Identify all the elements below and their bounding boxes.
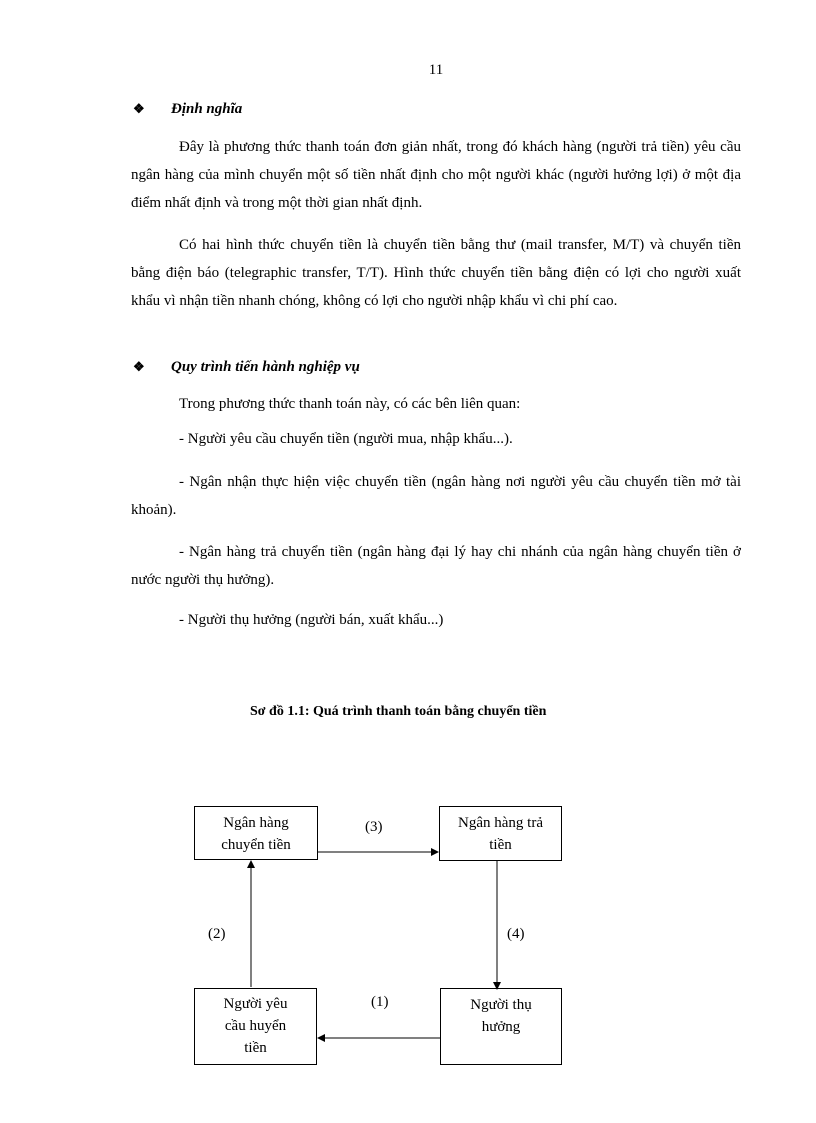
box-remitting-bank: Ngân hàng chuyển tiền xyxy=(194,806,318,860)
page-number: 11 xyxy=(428,62,444,78)
diamond-bullet-icon: ❖ xyxy=(133,359,145,374)
parties-intro: Trong phương thức thanh toán này, có các bên liên quan: xyxy=(179,396,521,412)
diamond-bullet-icon: ❖ xyxy=(133,101,145,116)
transfer-forms-paragraph: Có hai hình thức chuyển tiền là chuyển tiền bằng thư (mail transfer, M/T) và chuyển tiền bằng điện báo (telegraphic transfer, T/T). Hình thức chuyển tiền bằng điện có lợi cho người xuất khẩu vì nhận tiền nhanh chóng, không có lợi cho người nhập khẩu vì chi phí cao. xyxy=(131,237,741,309)
party-remitting-bank: - Ngân nhận thực hiện việc chuyển tiền (ngân hàng nơi người yêu cầu chuyển tiền mở tài khoản). xyxy=(131,474,741,518)
section-heading-process xyxy=(133,359,360,376)
step-label-4: (4) xyxy=(507,926,525,942)
party-requester: - Người yêu cầu chuyển tiền (người mua, nhập khẩu...). xyxy=(179,431,513,447)
step-label-3: (3) xyxy=(365,819,383,835)
box-requester: Người yêu cầu huyển tiền xyxy=(194,988,317,1065)
party-beneficiary: - Người thụ hưởng (người bán, xuất khẩu...) xyxy=(179,612,444,628)
box-paying-bank: Ngân hàng trả tiền xyxy=(439,806,562,861)
box-beneficiary: Người thụ hưởng xyxy=(440,988,562,1065)
section-title: Quy trình tiến hành nghiệp vụ xyxy=(171,359,360,375)
diagram-caption: Sơ đồ 1.1: Quá trình thanh toán bằng chuyển tiền xyxy=(250,704,547,719)
party-paying-bank: - Ngân hàng trả chuyển tiền (ngân hàng đại lý hay chi nhánh của ngân hàng chuyển tiền ở nước người thụ hưởng). xyxy=(131,544,741,588)
section-title: Định nghĩa xyxy=(171,101,243,117)
definition-paragraph: Đây là phương thức thanh toán đơn giản nhất, trong đó khách hàng (người trả tiền) yêu cầu ngân hàng của mình chuyển một số tiền nhất định cho một người khác (người hưởng lợi) ở một địa điểm nhất định và trong một thời gian nhất định. xyxy=(131,139,741,211)
step-label-2: (2) xyxy=(208,926,226,942)
step-label-1: (1) xyxy=(371,994,389,1010)
section-heading-definition xyxy=(133,101,242,118)
